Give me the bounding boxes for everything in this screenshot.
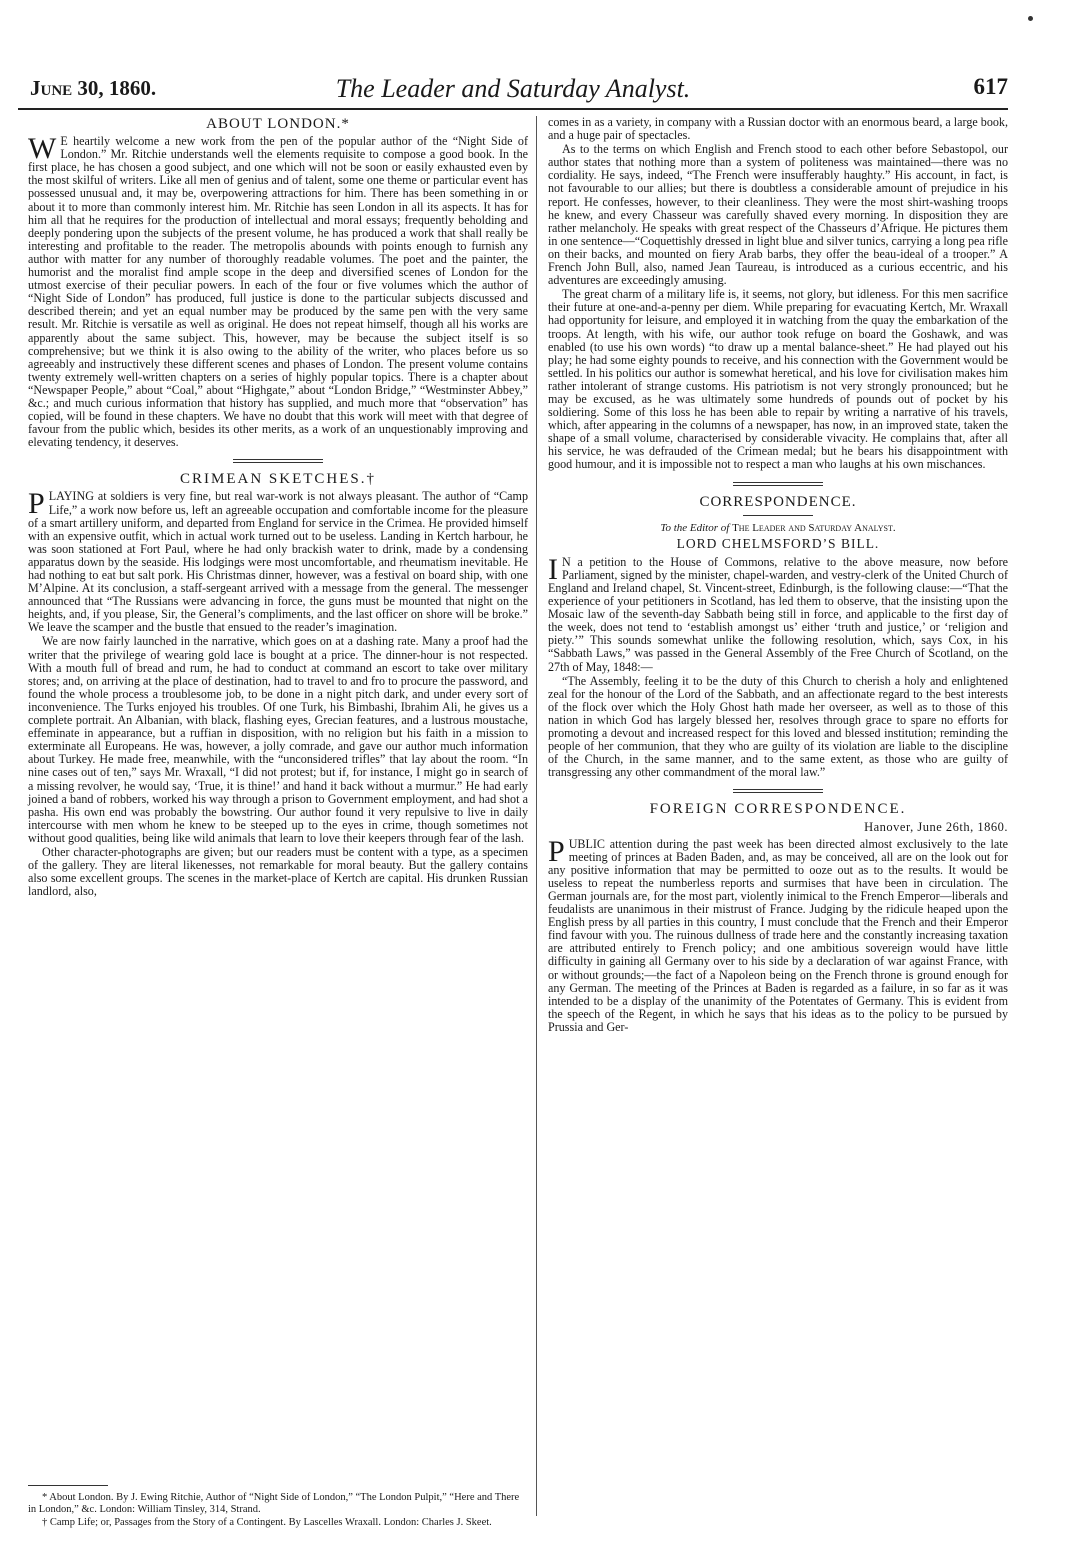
column-divider (536, 116, 537, 1516)
article-crimean-continued (548, 116, 1008, 472)
masthead (18, 74, 1008, 110)
article-paragraph: comes in as a variety, in company with a Russian doctor with an enormous beard, a large book, and a huge pair of spectacles. (548, 115, 1008, 143)
corner-mark (1028, 16, 1033, 21)
letter-paragraph: I N a petition to the House of Commons, relative to the above measure, now before Parliament, signed by the minister, chapel-warden, and vestry-clerk of the United Church of England and Ireland chapel, St. Vincent-street, Edinburgh, is the following clause:—“That the experience of your petitioners in Scotland, has led them to observe, that the insisting upon the Mosaic law of the seventh-day Sabbath being still in force, and applicable to the first day of the week, does not tend to ‘establish amongst us’ either ‘truth and justice,’ or ‘religion and piety.’” This sounds somewhat unlike the following resolution, which, says Cox, in his “Sabbath Laws,” was passed in the General Assembly of the Free Church of Scotland, on the 27th of May, 1848:— (548, 552, 1008, 674)
article-paragraph: PLAYING at soldiers is very fine, but real war-work is not always pleasant. The author of “Camp Life,” a work now before us, left an agreeable occupation and comfortable income for the pleasure of a smart artillery uniform, and departed from England for service in the Crimea. He provided himself with an expensive outfit, which in actual work turned out to be useless. Landing in Kertch harbour, he was soon stationed at Fort Paul, where he had only brackish water to drink, made by a condensing apparatus down by the seaside. His lodgings were most uncomfortable, and rheumatism inevitable. He had nothing to eat but salt pork. His Christmas dinner, however, was a festival on board ship, with one M’Alpine. At its conclusion, a staff-sergeant arrived with a message from the general. The messenger announced that “The Russians were advancing in force, the guns must be mounted that night on the heights, and, if you please, Sir, the General’s compliments, and the last officer on shore will be broke.” We leave the scamper and the bustle that ensued to the reader’s imagination. (28, 487, 528, 635)
article-title: ABOUT LONDON.* (206, 116, 350, 132)
article-paragraph: PUBLIC attention during the past week has been directed almost exclusively to the late meeting of princes at Baden Baden, and, as may be conceived, all are on the look out for any positive information that may be permitted to ooze out as to the results. It would be useless to repeat the numberless reports and surmises that have been in circulation. The German journals are, for the most part, violently inimical to the French Emperor—liberals and feudalists are unanimous in their mistrust of France. Judging by the ridicule heaped upon the English press by all parties in this country, I must conclude that the French and their Emperor find favour with you. The ruinous dullness of trade here and the constantly increasing taxation are attributed entirely to French policy; and one ambitious sovereign would have little difficulty in gaining all Germany over to his side by a declaration of war against France, with or without grounds;—the fact of a Napoleon being on the French throne is ground enough for any German. The meeting of the Princes at Baden is regarded as a failure, in so far as it was intended to be a display of the unanimity of the Potentates of Germany. This is evident from the speech of the Regent, in which he says that his ideas as to the policy to be pursued by Prussia and Ger- (548, 834, 1008, 1034)
article-paragraph: Other character-photographs are given; but our readers must be content with a type, as a specimen of the gallery. They are literal likenesses, not remarkable for moral beauty. But the gallery contains also some excellent groups. The scenes in the market-place of Kertch are capital. His drunken Russian landlord, also, (28, 844, 528, 899)
publication-title: The Leader and Saturday Analyst. (335, 74, 691, 103)
footnote-rule (28, 1485, 108, 1486)
letter-subtitle: LORD CHELMSFORD’S BILL. (676, 535, 880, 551)
issue-date: June 30, 1860. (30, 76, 157, 100)
short-rule (743, 515, 813, 516)
right-column (548, 116, 1008, 1035)
article-crimean-sketches (28, 473, 528, 898)
page-number: 617 (973, 74, 1008, 99)
footnote: † Camp Life; or, Passages from the Story of a Contingent. By Lascelles Wraxall. London: Charles J. Skeet. (42, 1517, 492, 1528)
footnote: * About London. By J. Ewing Ritchie, Author of “Night Side of London,” “The London Pulpit,” “Here and There in London,” &c. London: William Tinsley, 314, Strand. (28, 1492, 520, 1515)
left-column (28, 116, 528, 899)
drop-cap: P (28, 487, 45, 521)
drop-cap: P (548, 834, 565, 868)
article-paragraph: As to the terms on which English and French stood to each other before Sebastopol, our author states that nothing more than a system of politeness was maintained—there was no cordiality. He says, indeed, “The French were insufferably haughty.” His account, in fact, is not favourable to our allies; but there is doubtless a considerable amount of prejudice in his report. He confesses, however, to their cleanliness. They were the most shirt-washing troops he knew, and every Chasseur was carefully shaved every morning. In disposition they are rather melancholy. He speaks with great respect of the Chasseurs d’Afrique. He pictures them in one sentence—“Coquettishly dressed in light blue and silver tunics, carrying a long pea rifle on their backs, and mounted on fiery Arab barbs, they offer the beau-ideal of a trooper.” A French John Bull, also, named Jean Taureau, is introduced as a curious eccentric, and his adventures are exceedingly amusing. (548, 142, 1008, 288)
drop-cap: I (548, 552, 558, 586)
newspaper-page (18, 60, 1008, 1528)
section-separator (733, 482, 823, 486)
section-title: CORRESPONDENCE. (699, 493, 857, 510)
article-foreign-correspondence (548, 803, 1008, 1034)
article-paragraph: We are now fairly launched in the narrative, which goes on at a dashing rate. Many a proof had the writer that the privilege of wearing gold lace is bought at a price. The dinner-hour is not respected. With a mouth full of bread and rum, he had to conduct at command an escort to take over military stores; and, on arriving at the place of destination, had to travel to and fro to procure the password, and found the whole process a troublesome job, to be done in a night pitch dark, and under every sort of inconvenience. The Turks enjoyed his troubles. Of one Turk, his Bimbashi, Ibrahim Ali, he gives us a complete portrait. An Albanian, with black, flashing eyes, Grecian features, and a lustrous moustache, effeminate in appearance, but a ruffian in disposition, with no religion but his faith in a mission to exterminate all Europeans. He was, however, a jolly comrade, and gave our author much information about Turkey. He made free, meanwhile, with the “unconsidered trifles” that lay about the room. “In nine cases out of ten,” says Mr. Wraxall, “I did not protest; but if, for instance, I might go in search of a missing revolver, he would say, ‘True, it is thine!’ and hand it back without a murmur.” He had early joined a band of robbers, worked his way through a prison to Government employment, and had shot a pasha. His own end was probably the bowstring. Our author found it very repulsive to live in daily intercourse with men whom he knew to be steeped up to the eyes in crime, though sometimes not without good qualities, being like wild animals that learn to love their keepers through fear of the lash. (28, 634, 528, 845)
article-title: CRIMEAN SKETCHES.† (179, 471, 376, 488)
article-about-london (28, 118, 528, 449)
section-separator (733, 789, 823, 793)
drop-cap: W (28, 132, 57, 166)
footnotes (28, 1485, 528, 1530)
article-correspondence (548, 493, 1008, 780)
editor-dedication: To the Editor of The Leader and Saturday Analyst. (660, 521, 896, 534)
article-paragraph: W E heartily welcome a new work from the pen of the popular author of the “Night Side of London.” Mr. Ritchie understands well the elements requisite to compose a good book. In the first place, he has chosen a good subject, and one which will not be soon or easily exhausted even by the most skilful of writers. Like all men of genius and of talent, some one theme or particular event has possessed unusual and, it may be, overpowering attractions for him. There has been something in or about it to more than commonly interest him. Mr. Ritchie has seen London in all its aspects. It has for him all that he requires for the production of intellectual and moral essays; frequently beholding and deeply pondering upon the subjects of the present volume, he has produced a work that shall really be interesting and profitable to the reader. The metropolis abounds with points enough to furnish any author with matter for any number of thoroughly readable volumes. The poet and the painter, the humorist and the moralist find ample scope in the deep and diversified scenes of London for the utmost exercise of their peculiar powers. In each of the four or five volumes which the author of “Night Side of London” has produced, full justice is done to the particular subjects discussed and described therein; and yet an equal number may be produced by the same pen with the very same result. Mr. Ritchie is versatile as well as original. He does not repeat himself, though all his works are apparently about the same subject. This, however, may be because the subject itself is so comprehensive; but we think it is also owing to the ability of the writer, who places before us so agreeably and instructively these different scenes and phases of London. The present volume contains twenty extremely well-written chapters on a series of highly popular topics. There is a chapter about “Newspaper People,” about “Coal,” about “Highgate,” about “London Bridge,” “Westminster Abbey,” &c.; and much curious information that history has supplied, and much more that “observation” has copied, will be found in these chapters. We have no doubt that this work will meet with that degree of favour from the public which, besides its other merits, as a work of an unquestionably improving and elevating tendency, it deserves. (28, 132, 528, 450)
section-title: FOREIGN CORRESPONDENCE. (649, 801, 907, 818)
section-separator (233, 459, 323, 463)
article-paragraph: The great charm of a military life is, it seems, not glory, but idleness. For this men sacrifice their future at one-and-a-penny per diem. While preparing for evacuating Kertch, Mr. Wraxall had opportunity for leisure, and employed it in watching from the quay the embarkation of the troops. At length, with his wife, our author took refuge on board the Goshawk, and was enabled (to use his own words) “to draw up a mental balance-sheet.” He had played out his play; he had some eighty pounds to receive, and his connection with the Government would be settled. In his politics our author is somewhat heretical, and his love for civilisation makes him rather intolerant of strange customs. His patriotism is not very strongly pronounced; but he may be excused, as he was ultimately some hundreds of pounds out of pocket by his soldiering. Some of this loss he has been able to repair by writing a narrative of his travels, which, after appearing in the columns of a newspaper, has now, in an improved state, taken the shape of a small volume, characterised by considerable vivacity. He complains that, after all his service, he was defrauded of the Crimean medal; but he bears his disappointment with good humour, and it is impossible not to respect a man who laughs at his own mischances. (548, 287, 1008, 472)
dateline: Hanover, June 26th, 1860. (864, 819, 1008, 834)
letter-paragraph: “The Assembly, feeling it to be the duty of this Church to cherish a holy and enlightened zeal for the honour of the Lord of the Sabbath, and an affectionate regard to the best interests of the flock over which the Holy Ghost hath made her overseer, as well as to those of this nation in which God has largely blessed her, resolves through grace to spare no efforts for promoting a devout and increased respect for this loved and blessed institution; reminding the people of her communion, that they who are guilty of its violation are liable to the discipline of the Church, in the same manner, and to the same extent, as those who are guilty of transgressing any other commandment of the moral law.” (548, 673, 1008, 780)
